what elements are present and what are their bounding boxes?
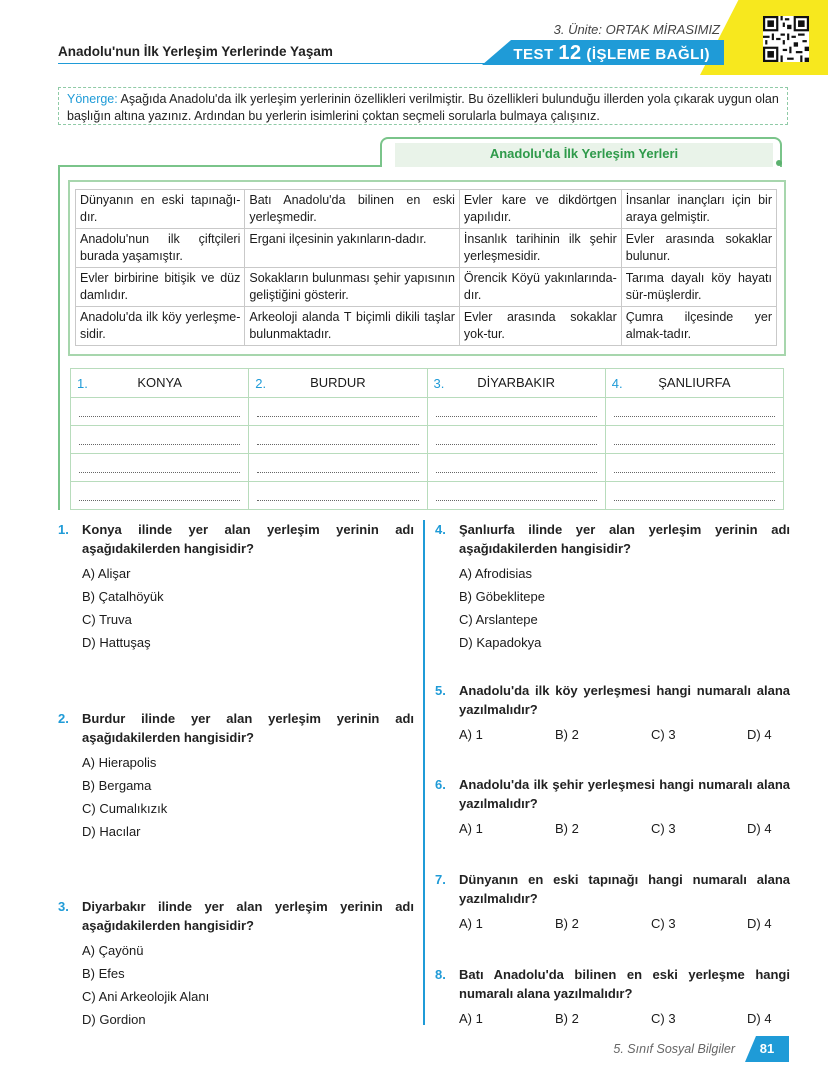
trait-cell: Sokakların bulunması şehir yapısının geliştiğini gösterir.: [245, 268, 460, 307]
column-header: [71, 369, 249, 398]
footer-subject: 5. Sınıf Sosyal Bilgiler: [613, 1042, 735, 1056]
option-a[interactable]: A) 1: [459, 821, 483, 836]
test-label: [510, 42, 710, 65]
header-rule: [58, 63, 498, 64]
answer-blank[interactable]: [71, 426, 249, 454]
trait-cell: Anadolu'da ilk köy yerleşme-sidir.: [76, 307, 245, 346]
option-c[interactable]: C) Ani Arkeolojik Alanı: [82, 989, 210, 1004]
answer-blank[interactable]: [71, 398, 249, 426]
dotted-line: [436, 490, 597, 501]
answer-blank[interactable]: [427, 426, 605, 454]
answer-row: [71, 398, 784, 426]
column-header: [427, 369, 605, 398]
column-number: 3.: [433, 375, 445, 391]
option-c[interactable]: C) 3: [651, 916, 676, 931]
option-d[interactable]: D) 4: [747, 1011, 772, 1026]
dotted-line: [79, 490, 240, 501]
question-stem: Anadolu'da ilk köy yerleşmesi hangi numaralı alana yazılmalıdır?: [459, 683, 790, 717]
answer-blank[interactable]: [249, 454, 427, 482]
answer-table: [70, 368, 784, 510]
question-7: [435, 870, 790, 932]
test-number: 12: [558, 42, 582, 64]
question-stem: Şanlıurfa ilinde yer alan yerleşim yerinin adı aşağıdakilerden hangisidir?: [459, 522, 790, 556]
dotted-line: [614, 490, 775, 501]
answer-row: [71, 482, 784, 510]
answer-blank[interactable]: [71, 482, 249, 510]
chapter-title: Anadolu'nun İlk Yerleşim Yerlerinde Yaşam: [58, 44, 333, 59]
trait-cell: Dünyanın en eski tapınağı-dır.: [76, 190, 245, 229]
answer-blank[interactable]: [605, 482, 783, 510]
option-c[interactable]: C) 3: [651, 727, 676, 742]
trait-cell: Çumra ilçesinde yer almak-tadır.: [621, 307, 776, 346]
option-a[interactable]: A) 1: [459, 727, 483, 742]
dotted-line: [79, 434, 240, 445]
traits-row: [76, 268, 777, 307]
dotted-line: [436, 462, 597, 473]
option-c[interactable]: C) Arslantepe: [459, 612, 538, 627]
dotted-line: [614, 462, 775, 473]
option-b[interactable]: B) 2: [555, 916, 579, 931]
answer-blank[interactable]: [605, 454, 783, 482]
test-prefix: TEST: [513, 46, 554, 63]
answer-blank[interactable]: [427, 482, 605, 510]
option-c[interactable]: C) 3: [651, 821, 676, 836]
question-number: 4.: [435, 522, 446, 537]
question-number: 1.: [58, 522, 69, 537]
dotted-line: [614, 406, 775, 417]
question-4: [435, 520, 790, 652]
trait-cell: Evler arasında sokaklar yok-tur.: [459, 307, 621, 346]
column-number: 4.: [611, 375, 623, 391]
question-stem: Anadolu'da ilk şehir yerleşmesi hangi numaralı alana yazılmalıdır?: [459, 777, 790, 811]
panel-frame-left: [58, 165, 382, 167]
trait-cell: Evler birbirine bitişik ve düz damlıdır.: [76, 268, 245, 307]
question-number: 2.: [58, 711, 69, 726]
question-8: [435, 965, 790, 1027]
answer-blank[interactable]: [249, 398, 427, 426]
option-a[interactable]: A) Alişar: [82, 566, 131, 581]
option-b[interactable]: B) Çatalhöyük: [82, 589, 164, 604]
column-number: 2.: [255, 375, 267, 391]
question-number: 3.: [58, 899, 69, 914]
traits-row: [76, 307, 777, 346]
qr-code-icon[interactable]: [763, 16, 809, 62]
column-city: DİYARBAKIR: [477, 375, 556, 390]
dotted-line: [436, 406, 597, 417]
dotted-line: [79, 462, 240, 473]
page-number: 81: [759, 1041, 775, 1056]
test-suffix: (İŞLEME BAĞLI): [586, 46, 710, 63]
question-stem: Burdur ilinde yer alan yerleşim yerinin adı aşağıdakilerden hangisidir?: [82, 711, 414, 745]
trait-cell: İnsanlar inançları için bir araya gelmiştir.: [621, 190, 776, 229]
option-a[interactable]: A) 1: [459, 916, 483, 931]
answer-blank[interactable]: [605, 426, 783, 454]
trait-cell: Evler kare ve dikdörtgen yapılıdır.: [459, 190, 621, 229]
column-header: [605, 369, 783, 398]
trait-cell: Tarıma dayalı köy hayatı sür-müşlerdir.: [621, 268, 776, 307]
option-a[interactable]: A) Afrodisias: [459, 566, 532, 581]
dotted-line: [614, 434, 775, 445]
dotted-line: [436, 434, 597, 445]
question-stem: Diyarbakır ilinde yer alan yerleşim yerinin adı aşağıdakilerden hangisidir?: [82, 899, 414, 933]
instruction-text: Aşağıda Anadolu'da ilk yerleşim yerlerinin özellikleri verilmiştir. Bu özellikleri bulunduğu illerden yola çıkarak uygun olan başlığın altına yazınız. Ardından bu yerlerin isimlerini çoktan seçmeli sorularla bulmaya çalışınız.: [67, 92, 779, 123]
unit-title: 3. Ünite: ORTAK MİRASIMIZ: [553, 22, 720, 37]
question-stem: Dünyanın en eski tapınağı hangi numaralı alana yazılmalıdır?: [459, 872, 790, 906]
question-6: [435, 775, 790, 837]
option-a[interactable]: A) 1: [459, 1011, 483, 1026]
answer-blank[interactable]: [249, 482, 427, 510]
trait-cell: İnsanlık tarihinin ilk şehir yerleşmesidir.: [459, 229, 621, 268]
question-5: [435, 681, 790, 743]
answer-blank[interactable]: [249, 426, 427, 454]
dotted-line: [257, 490, 418, 501]
question-stem: Batı Anadolu'da bilinen en eski yerleşme hangi numaralı alana yazılmalıdır?: [459, 967, 790, 1001]
question-stem: Konya ilinde yer alan yerleşim yerinin adı aşağıdakilerden hangisidir?: [82, 522, 414, 556]
trait-cell: Ergani ilçesinin yakınların-dadır.: [245, 229, 460, 268]
option-b[interactable]: B) Göbeklitepe: [459, 589, 545, 604]
answer-row: [71, 426, 784, 454]
option-d[interactable]: D) 4: [747, 916, 772, 931]
traits-table: [75, 189, 777, 346]
option-c[interactable]: C) Cumalıkızık: [82, 801, 168, 816]
column-city: BURDUR: [310, 375, 366, 390]
dotted-line: [79, 406, 240, 417]
option-b[interactable]: B) 2: [555, 821, 579, 836]
option-d[interactable]: D) Hacılar: [82, 824, 141, 839]
question-number: 6.: [435, 777, 446, 792]
column-header: [249, 369, 427, 398]
trait-cell: Anadolu'nun ilk çiftçileri burada yaşamıştır.: [76, 229, 245, 268]
option-d[interactable]: D) 4: [747, 821, 772, 836]
answer-blank[interactable]: [427, 398, 605, 426]
traits-row: [76, 190, 777, 229]
column-city: KONYA: [137, 375, 182, 390]
question-1: [58, 520, 414, 652]
option-a[interactable]: A) Çayönü: [82, 943, 144, 958]
answer-blank[interactable]: [427, 454, 605, 482]
column-divider: [423, 520, 425, 1025]
option-d[interactable]: D) Gordion: [82, 1012, 146, 1027]
panel-frame-vertical: [58, 165, 60, 510]
option-d[interactable]: D) 4: [747, 727, 772, 742]
question-3: [58, 897, 414, 1029]
trait-cell: Arkeoloji alanda T biçimli dikili taşlar bulunmaktadır.: [245, 307, 460, 346]
instruction-box: [58, 87, 788, 125]
option-b[interactable]: B) Efes: [82, 966, 125, 981]
panel-title: Anadolu'da İlk Yerleşim Yerleri: [489, 146, 679, 161]
question-number: 7.: [435, 872, 446, 887]
option-d[interactable]: D) Kapadokya: [459, 635, 542, 650]
answer-blank[interactable]: [605, 398, 783, 426]
column-city: ŞANLIURFA: [658, 375, 731, 390]
answer-row: [71, 454, 784, 482]
question-number: 8.: [435, 967, 446, 982]
option-c[interactable]: C) Truva: [82, 612, 132, 627]
question-2: [58, 709, 414, 841]
column-number: 1.: [77, 375, 88, 391]
option-b[interactable]: B) Bergama: [82, 778, 152, 793]
dotted-line: [257, 462, 418, 473]
trait-cell: Batı Anadolu'da bilinen en eski yerleşmedir.: [245, 190, 460, 229]
answer-blank[interactable]: [71, 454, 249, 482]
option-d[interactable]: D) Hattuşaş: [82, 635, 151, 650]
traits-row: [76, 229, 777, 268]
panel-frame-dot: [776, 160, 782, 166]
dotted-line: [257, 434, 418, 445]
question-number: 5.: [435, 683, 446, 698]
option-b[interactable]: B) 2: [555, 727, 579, 742]
option-b[interactable]: B) 2: [555, 1011, 579, 1026]
trait-cell: Evler arasında sokaklar bulunur.: [621, 229, 776, 268]
option-c[interactable]: C) 3: [651, 1011, 676, 1026]
trait-cell: Örencik Köyü yakınlarında-dır.: [459, 268, 621, 307]
option-a[interactable]: A) Hierapolis: [82, 755, 157, 770]
instruction-label: Yönerge:: [67, 92, 118, 106]
dotted-line: [257, 406, 418, 417]
